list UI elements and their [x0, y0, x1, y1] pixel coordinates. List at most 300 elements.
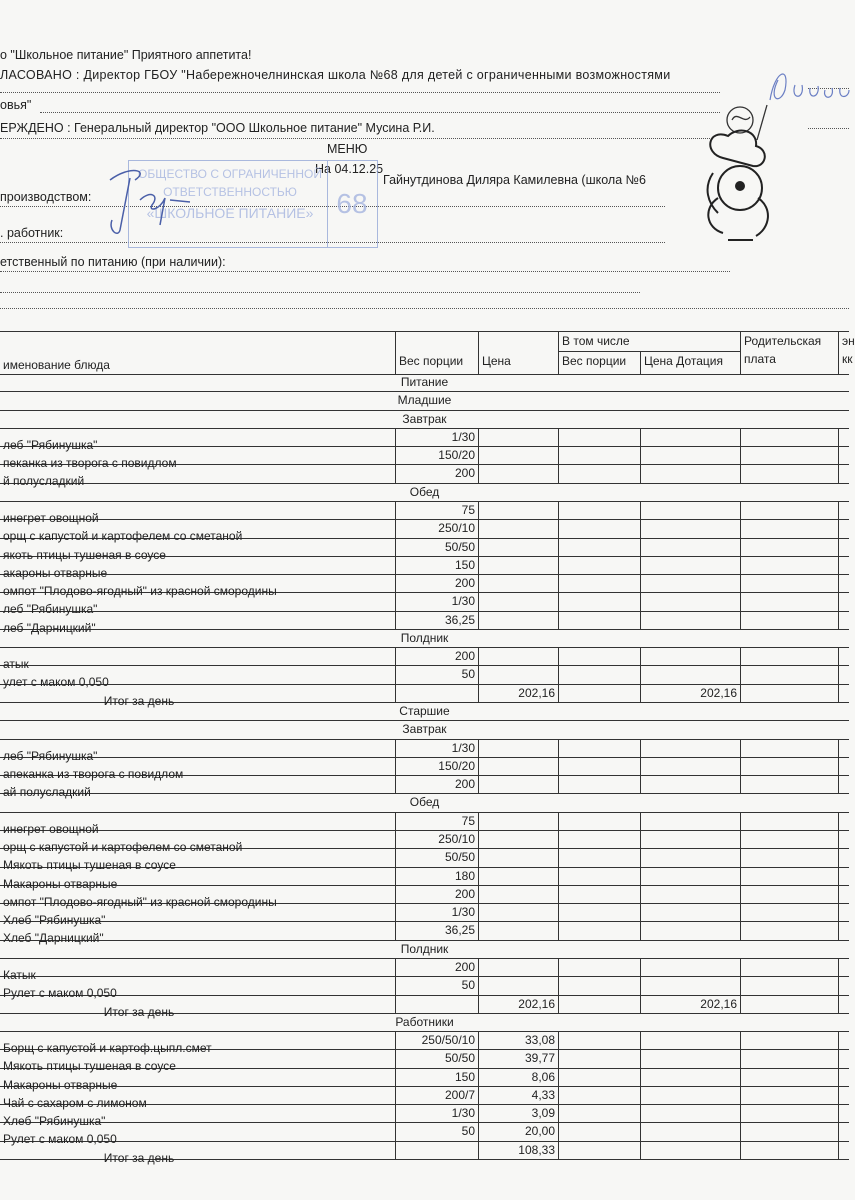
cell-parent	[740, 684, 838, 702]
cell-sub-weight	[558, 775, 640, 793]
dish-name: орщ с капустой и картофелем со сметаной	[3, 840, 243, 854]
greeting-line: о "Школьное питание" Приятного аппетита!	[0, 48, 252, 62]
table-row	[0, 538, 849, 562]
cell-price	[478, 775, 558, 793]
section-row	[0, 940, 849, 959]
header-including: В том числе	[558, 332, 740, 352]
table-row	[0, 958, 849, 982]
cell-extra	[838, 958, 849, 976]
cell-price	[478, 958, 558, 976]
cell-sub-weight	[558, 574, 640, 592]
cell-parent	[740, 848, 838, 866]
cell-weight: 200	[395, 775, 478, 793]
cell-sub-price	[640, 848, 740, 866]
section-title: Завтрак	[402, 411, 447, 426]
responsible-label: етственный по питанию (при наличии):	[0, 255, 226, 269]
chef-icon	[698, 128, 778, 246]
dish-name: инегрет овощной	[3, 821, 99, 836]
cell-price: 39,77	[478, 1049, 558, 1067]
cell-price	[478, 611, 558, 629]
section-title: Полдник	[400, 941, 449, 956]
cell-parent	[740, 867, 838, 885]
table-row	[0, 446, 849, 471]
cell-weight: 200	[395, 464, 478, 482]
cell-extra	[838, 1031, 849, 1049]
cell-sub-price	[640, 1049, 740, 1067]
cell-price: 33,08	[478, 1031, 558, 1049]
cell-weight: 200	[395, 958, 478, 976]
cell-extra	[838, 867, 849, 885]
cell-sub-price	[640, 519, 740, 537]
cell-extra	[838, 1049, 849, 1067]
cell-weight: 200	[395, 885, 478, 903]
table-row	[0, 519, 849, 544]
stamp-line: «ШКОЛЬНОЕ ПИТАНИЕ»	[146, 205, 314, 221]
dish-name: ай полусладкий	[3, 785, 91, 800]
total-row	[0, 995, 849, 1019]
stamp-line: ОБЩЕСТВО С ОГРАНИЧЕННОЙ	[138, 167, 322, 181]
total-label: Итог за день	[103, 693, 175, 708]
cell-parent	[740, 538, 838, 556]
table-row	[0, 665, 849, 690]
cell-parent	[740, 1086, 838, 1104]
cell-extra	[838, 556, 849, 574]
cell-parent	[740, 464, 838, 482]
header-extra-line1: эн	[842, 334, 855, 348]
cell-price	[478, 757, 558, 775]
section-row	[0, 391, 849, 410]
cell-extra	[838, 592, 849, 610]
cell-weight: 1/30	[395, 739, 478, 757]
table-row	[0, 775, 849, 800]
cell-sub-weight	[558, 830, 640, 848]
cell-sub-weight	[558, 1122, 640, 1140]
table-row	[0, 501, 849, 525]
cell-extra	[838, 684, 849, 702]
divider	[808, 128, 849, 129]
cell-extra	[838, 739, 849, 757]
cell-parent	[740, 428, 838, 446]
table-row	[0, 611, 849, 635]
header-sub-price: Цена Дотация	[640, 352, 740, 374]
cell-price: 202,16	[478, 684, 558, 702]
cell-weight: 200	[395, 647, 478, 665]
stamp-number: 68	[327, 161, 376, 247]
cell-parent	[740, 903, 838, 921]
cell-weight: 1/30	[395, 1104, 478, 1122]
dish-name: Мякоть птицы тушеная в соусе	[3, 1059, 176, 1074]
cell-parent	[740, 647, 838, 665]
cell-weight: 200	[395, 574, 478, 592]
cell-weight: 50/50	[395, 1049, 478, 1067]
header-sub-weight: Вес порции	[558, 352, 640, 374]
cell-price: 4,33	[478, 1086, 558, 1104]
cell-sub-price	[640, 775, 740, 793]
production-manager-name: Гайнутдинова Диляра Камилевна (школа №6	[383, 173, 646, 187]
cell-weight: 1/30	[395, 428, 478, 446]
table-row	[0, 903, 849, 928]
cell-extra	[838, 665, 849, 683]
dish-name: омпот "Плодово-ягодный" из красной смородины	[3, 584, 277, 599]
table-row	[0, 592, 849, 617]
cell-price	[478, 519, 558, 537]
cell-price: 20,00	[478, 1122, 558, 1140]
section-title: Младшие	[397, 393, 452, 408]
table-row	[0, 1104, 849, 1129]
cell-sub-weight	[558, 958, 640, 976]
cell-extra	[838, 757, 849, 775]
section-row	[0, 373, 849, 392]
cell-price	[478, 739, 558, 757]
cell-sub-weight	[558, 501, 640, 519]
dish-name: Рулет с маком 0,050	[3, 986, 117, 1001]
dish-name: Хлеб "Дарницкий"	[3, 931, 104, 946]
table-row	[0, 647, 849, 672]
cell-parent	[740, 1049, 838, 1067]
cell-sub-price: 202,16	[640, 684, 740, 702]
cell-extra	[838, 446, 849, 464]
cell-sub-price	[640, 867, 740, 885]
cell-price	[478, 867, 558, 885]
cell-sub-price	[640, 464, 740, 482]
cell-parent	[740, 592, 838, 610]
cell-price: 202,16	[478, 995, 558, 1013]
section-row	[0, 483, 849, 502]
cell-extra	[838, 1122, 849, 1140]
section-row	[0, 1013, 849, 1032]
cell-price	[478, 921, 558, 939]
table-row	[0, 830, 849, 854]
section-row	[0, 720, 849, 739]
cell-parent	[740, 1122, 838, 1140]
cell-price	[478, 501, 558, 519]
cell-sub-price	[640, 574, 740, 592]
dish-name: леб "Рябинушка"	[3, 602, 98, 617]
table-row	[0, 739, 849, 763]
cell-price	[478, 556, 558, 574]
cell-sub-price	[640, 538, 740, 556]
cell-sub-price	[640, 592, 740, 610]
table-row	[0, 1068, 849, 1092]
total-label: Итог за день	[103, 1004, 175, 1019]
table-row	[0, 1049, 849, 1074]
cell-sub-weight	[558, 903, 640, 921]
cell-parent	[740, 501, 838, 519]
cell-parent	[740, 885, 838, 903]
cell-sub-weight	[558, 1104, 640, 1122]
cell-extra	[838, 464, 849, 482]
cell-weight: 50/50	[395, 848, 478, 866]
cell-sub-price	[640, 1104, 740, 1122]
dish-name: леб "Рябинушка"	[3, 437, 98, 452]
cell-sub-price	[640, 501, 740, 519]
production-label: производством:	[0, 190, 92, 204]
cell-price	[478, 574, 558, 592]
cell-sub-price	[640, 1031, 740, 1049]
cell-weight: 50/50	[395, 538, 478, 556]
cell-extra	[838, 519, 849, 537]
cell-sub-price	[640, 611, 740, 629]
cell-price	[478, 446, 558, 464]
cell-parent	[740, 1141, 838, 1159]
dish-name: пеканка из творога с повидлом	[3, 456, 177, 471]
cell-sub-weight	[558, 556, 640, 574]
cell-price	[478, 665, 558, 683]
cell-parent	[740, 775, 838, 793]
cell-sub-weight	[558, 757, 640, 775]
cell-sub-weight	[558, 1031, 640, 1049]
cell-sub-weight	[558, 1086, 640, 1104]
table-row	[0, 556, 849, 580]
cell-extra	[838, 885, 849, 903]
divider	[0, 92, 720, 93]
cell-sub-price	[640, 830, 740, 848]
table-row	[0, 428, 849, 452]
header-parent-pay-line1: Родительская	[744, 334, 822, 348]
header-parent-pay-line2: плата	[744, 352, 776, 366]
dish-name: апеканка из творога с повидлом	[3, 766, 184, 781]
cell-price	[478, 428, 558, 446]
cell-extra	[838, 574, 849, 592]
cell-weight: 150	[395, 556, 478, 574]
cell-sub-weight	[558, 592, 640, 610]
section-title: Старшие	[399, 704, 450, 719]
cell-sub-weight	[558, 995, 640, 1013]
cell-parent	[740, 574, 838, 592]
cell-price	[478, 976, 558, 994]
cell-sub-weight	[558, 665, 640, 683]
cell-parent	[740, 958, 838, 976]
dish-name: Катык	[3, 967, 36, 982]
dish-name: Чай с сахаром с лимоном	[3, 1095, 147, 1110]
cell-price	[478, 647, 558, 665]
cell-extra	[838, 1104, 849, 1122]
divider	[0, 138, 710, 139]
table-header-row	[0, 331, 855, 375]
stamp-line: ОТВЕТСТВЕННОСТЬЮ	[163, 185, 297, 199]
cell-price: 3,09	[478, 1104, 558, 1122]
cell-sub-price	[640, 1068, 740, 1086]
cell-weight: 150	[395, 1068, 478, 1086]
cell-price	[478, 812, 558, 830]
dish-name: омпот "Плодово-ягодный" из красной смородины	[3, 894, 277, 909]
divider	[0, 308, 849, 309]
cell-extra	[838, 830, 849, 848]
dish-name: й полусладкий	[3, 474, 85, 489]
section-title: Обед	[409, 795, 440, 810]
table-row	[0, 574, 849, 599]
cell-weight: 36,25	[395, 921, 478, 939]
cell-sub-price	[640, 739, 740, 757]
cell-parent	[740, 739, 838, 757]
cell-parent	[740, 556, 838, 574]
dish-name: Макароны отварные	[3, 876, 118, 891]
cell-parent	[740, 665, 838, 683]
divider	[40, 112, 720, 113]
cell-sub-weight	[558, 647, 640, 665]
dish-name: улет с маком 0,050	[3, 675, 109, 690]
cell-extra	[838, 1086, 849, 1104]
section-title: Работники	[395, 1014, 454, 1029]
cell-sub-price	[640, 958, 740, 976]
cell-sub-price	[640, 446, 740, 464]
cell-weight: 75	[395, 501, 478, 519]
cell-parent	[740, 519, 838, 537]
cell-weight: 1/30	[395, 903, 478, 921]
cell-price	[478, 903, 558, 921]
menu-date: На 04.12.25	[315, 162, 384, 176]
cell-extra	[838, 848, 849, 866]
cell-weight: 250/10	[395, 519, 478, 537]
section-row	[0, 410, 849, 429]
worker-label: . работник:	[0, 226, 64, 240]
header-parent-pay	[740, 332, 838, 374]
signature-icon	[90, 160, 200, 240]
table-row	[0, 848, 849, 873]
table-row	[0, 976, 849, 1001]
dish-name: якоть птицы тушеная в соусе	[3, 547, 166, 562]
total-row	[0, 1141, 849, 1165]
cell-weight: 50	[395, 665, 478, 683]
cell-price	[478, 538, 558, 556]
dish-name: Хлеб "Рябинушка"	[3, 1114, 106, 1129]
dish-name: Борщ с капустой и картоф.цыпл.смет	[3, 1041, 212, 1056]
cell-price	[478, 592, 558, 610]
cell-sub-price	[640, 1141, 740, 1159]
cell-sub-weight	[558, 446, 640, 464]
dish-name: Мякоть птицы тушеная в соусе	[3, 858, 176, 873]
cell-sub-weight	[558, 684, 640, 702]
divider	[0, 292, 640, 293]
header-extra-line2: кк	[842, 352, 853, 366]
cell-parent	[740, 995, 838, 1013]
cell-sub-weight	[558, 1141, 640, 1159]
section-title: Обед	[409, 484, 440, 499]
dish-name: Хлеб "Рябинушка"	[3, 913, 106, 928]
table-row	[0, 1031, 849, 1056]
cell-extra	[838, 647, 849, 665]
cell-parent	[740, 812, 838, 830]
cell-extra	[838, 538, 849, 556]
cell-parent	[740, 446, 838, 464]
cell-price	[478, 885, 558, 903]
cell-sub-price	[640, 976, 740, 994]
cell-sub-weight	[558, 1068, 640, 1086]
cell-parent	[740, 757, 838, 775]
cell-parent	[740, 976, 838, 994]
cell-parent	[740, 611, 838, 629]
section-title: Завтрак	[402, 722, 447, 737]
cell-sub-weight	[558, 538, 640, 556]
cell-sub-price	[640, 757, 740, 775]
cell-parent	[740, 1068, 838, 1086]
header-weight: Вес порции	[395, 332, 478, 374]
dish-name: леб "Дарницкий"	[3, 620, 96, 635]
cell-parent	[740, 830, 838, 848]
cell-weight: 50	[395, 976, 478, 994]
agreed-line-continued: овья"	[0, 98, 32, 112]
cell-extra	[838, 921, 849, 939]
cell-sub-price	[640, 428, 740, 446]
cell-extra	[838, 976, 849, 994]
section-title: Полдник	[400, 630, 449, 645]
cell-sub-weight	[558, 428, 640, 446]
agreed-line: ЛАСОВАНО : Директор ГБОУ "Набережночелнинская школа №68 для детей с ограниченными возможностями	[0, 68, 671, 82]
dish-name: атык	[3, 657, 29, 672]
cell-parent	[740, 1031, 838, 1049]
dish-name: Рулет с маком 0,050	[3, 1132, 117, 1147]
cell-extra	[838, 1141, 849, 1159]
cell-weight	[395, 684, 478, 702]
cell-extra	[838, 428, 849, 446]
section-row	[0, 702, 849, 721]
cell-sub-weight	[558, 464, 640, 482]
cell-sub-weight	[558, 739, 640, 757]
cell-extra	[838, 903, 849, 921]
table-row	[0, 1122, 849, 1147]
table-row	[0, 464, 849, 489]
cell-weight: 250/50/10	[395, 1031, 478, 1049]
cell-weight	[395, 1141, 478, 1159]
header-dish-name: именование блюда	[3, 358, 110, 372]
table-row	[0, 757, 849, 781]
section-row	[0, 629, 849, 648]
cell-weight: 1/30	[395, 592, 478, 610]
cell-sub-weight	[558, 976, 640, 994]
section-row	[0, 793, 849, 812]
cell-sub-weight	[558, 1049, 640, 1067]
cell-price: 8,06	[478, 1068, 558, 1086]
table-row	[0, 921, 849, 946]
cell-sub-price	[640, 556, 740, 574]
cell-price: 108,33	[478, 1141, 558, 1159]
table-row	[0, 1086, 849, 1110]
section-title: Питание	[400, 375, 449, 389]
cell-sub-price	[640, 885, 740, 903]
table-row	[0, 812, 849, 836]
table-row	[0, 885, 849, 909]
cell-sub-weight	[558, 812, 640, 830]
dish-name: орщ с капустой и картофелем со сметаной	[3, 529, 243, 544]
dish-name: Макароны отварные	[3, 1077, 118, 1092]
cell-price	[478, 464, 558, 482]
approved-line: ЕРЖДЕНО : Генеральный директор "ООО Школьное питание" Мусина Р.И.	[0, 121, 435, 135]
cell-weight: 150/20	[395, 446, 478, 464]
cell-sub-weight	[558, 867, 640, 885]
header-extra	[838, 332, 855, 374]
cell-extra	[838, 775, 849, 793]
cell-sub-weight	[558, 611, 640, 629]
cell-sub-price	[640, 903, 740, 921]
total-label: Итог за день	[103, 1150, 175, 1165]
cell-price	[478, 830, 558, 848]
cell-sub-price	[640, 665, 740, 683]
cell-sub-price	[640, 1122, 740, 1140]
dish-name: инегрет овощной	[3, 510, 99, 525]
cell-weight: 50	[395, 1122, 478, 1140]
cell-extra	[838, 1068, 849, 1086]
cell-extra	[838, 995, 849, 1013]
cell-sub-price	[640, 647, 740, 665]
header-price: Цена	[478, 332, 558, 374]
cell-weight: 250/10	[395, 830, 478, 848]
cell-extra	[838, 501, 849, 519]
cell-sub-weight	[558, 519, 640, 537]
menu-title: МЕНЮ	[327, 142, 368, 156]
cell-sub-weight	[558, 885, 640, 903]
cell-parent	[740, 1104, 838, 1122]
cell-price	[478, 848, 558, 866]
